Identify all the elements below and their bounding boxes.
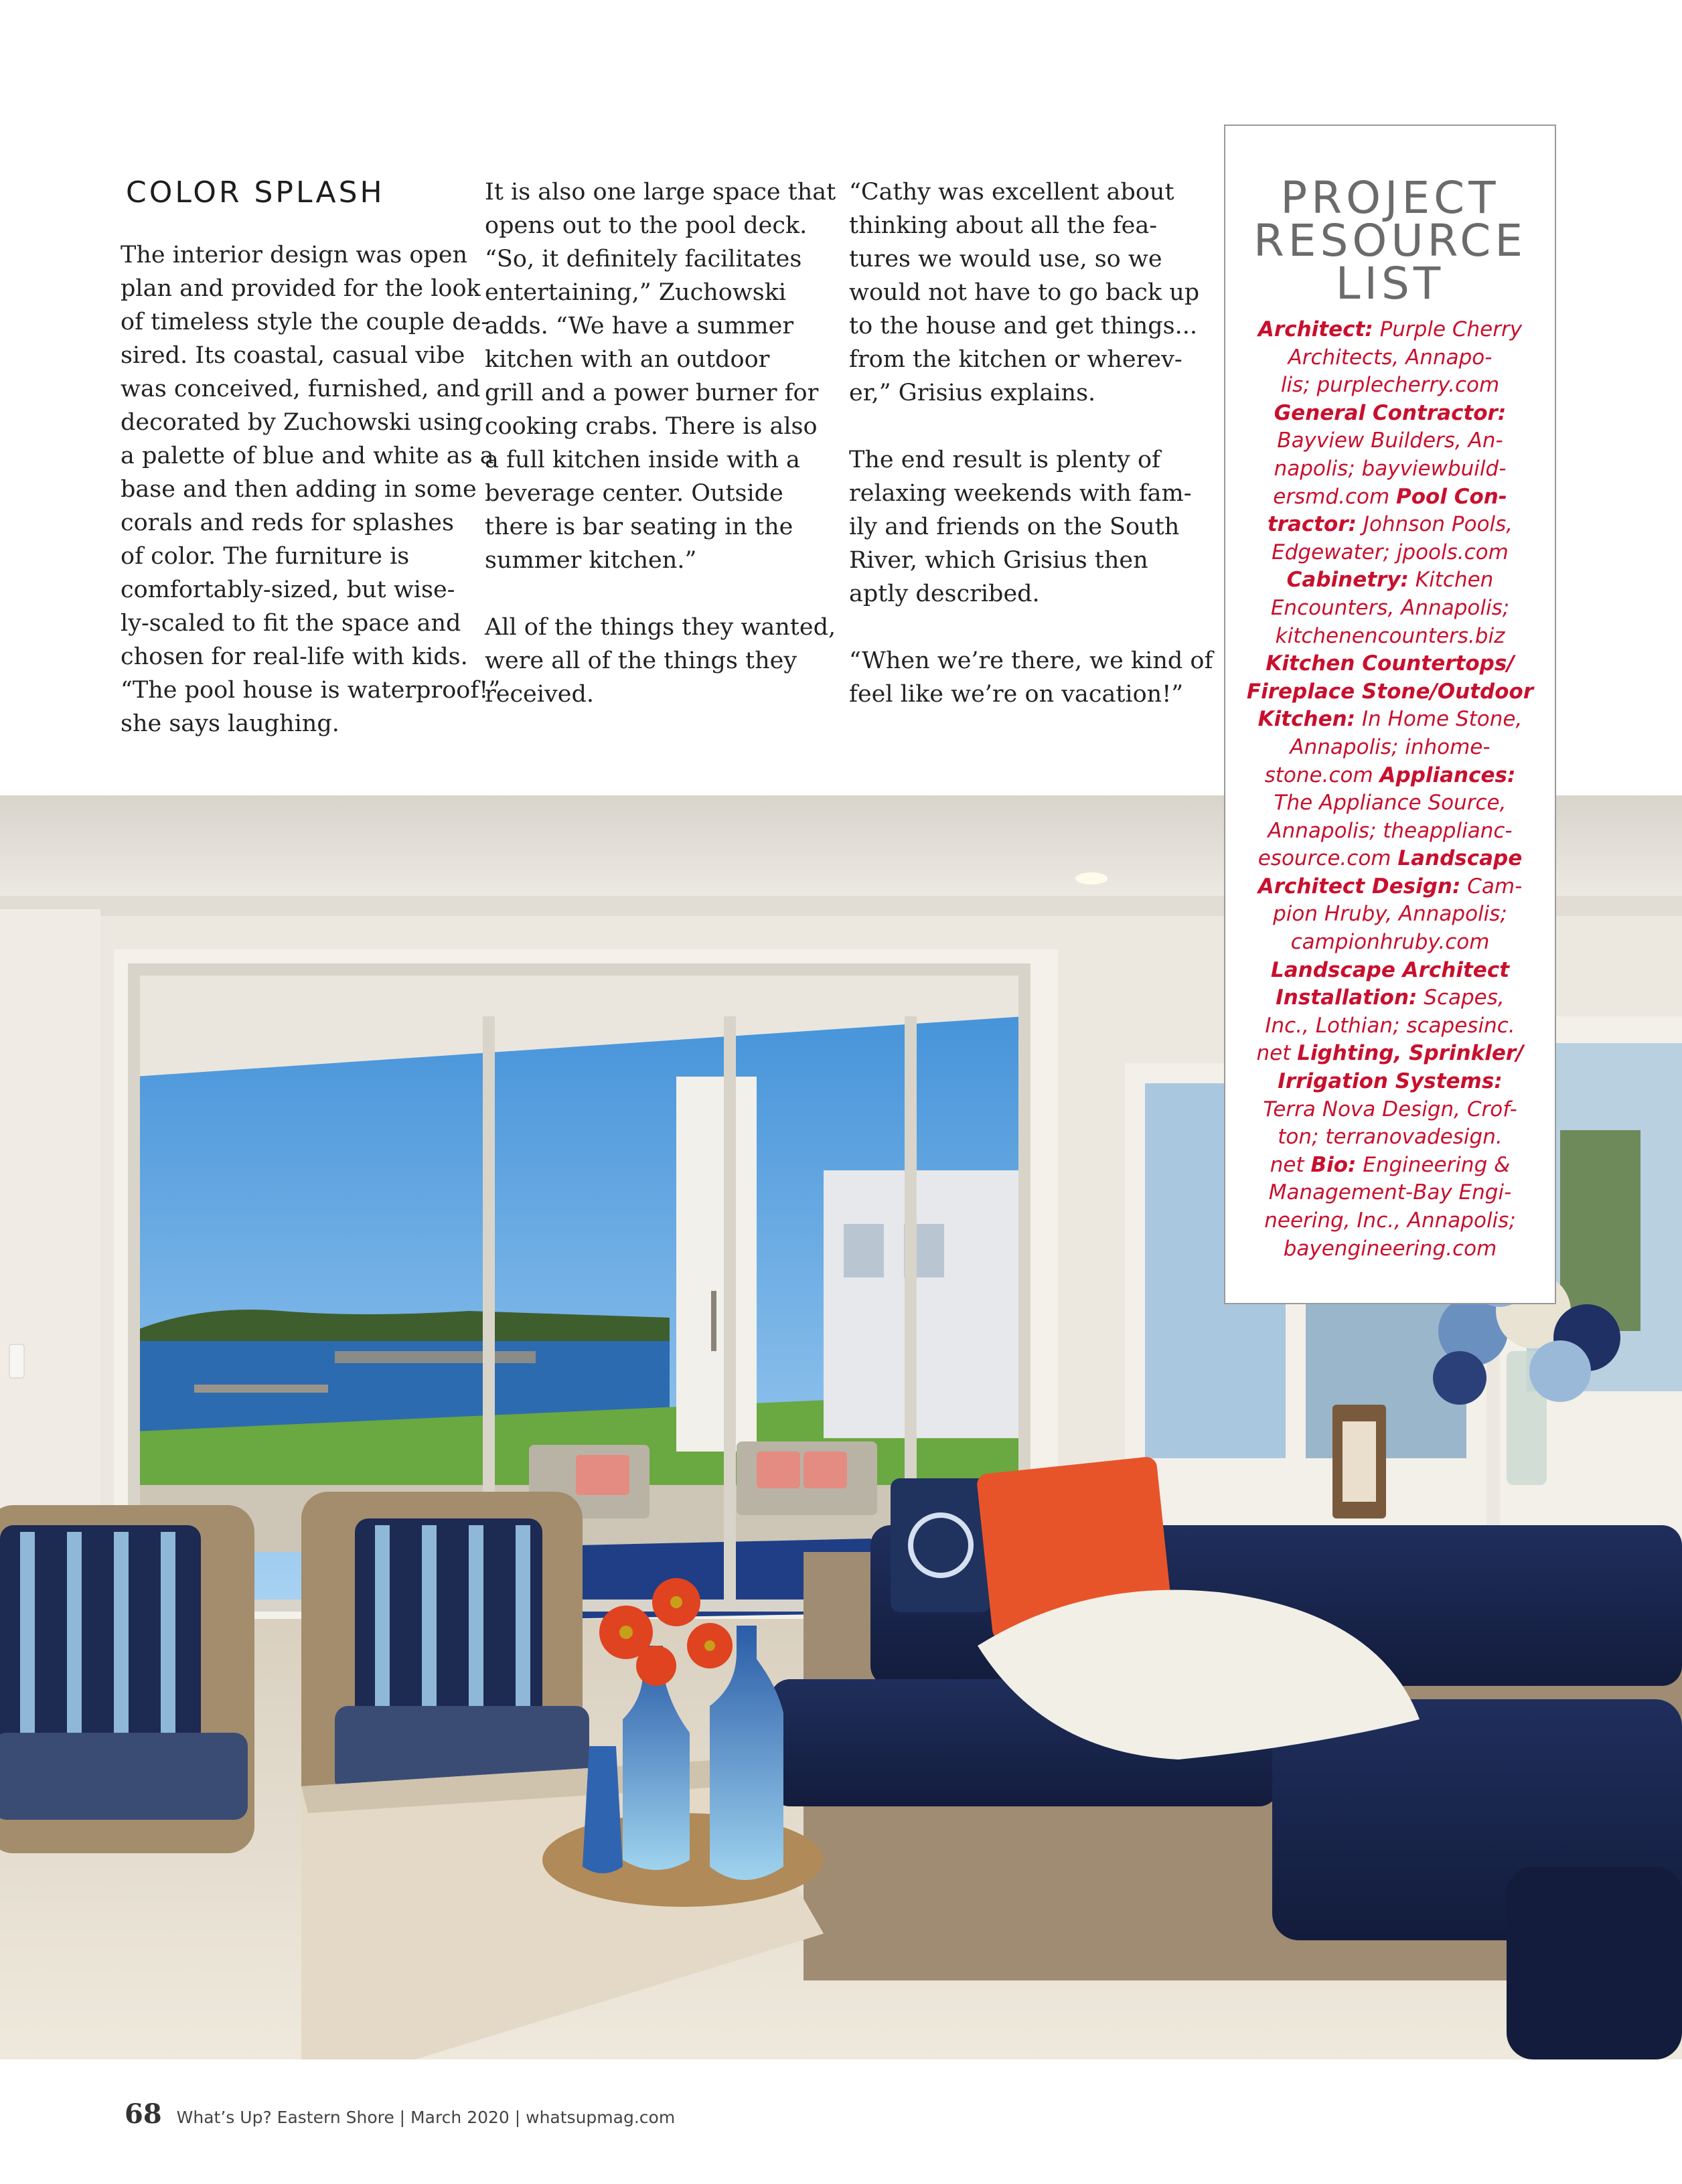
- paragraph: All of the things they wanted, were all of the things they received.: [485, 614, 836, 708]
- resource-list: Architect: Purple Cherry Architects, Annapo- lis; purplecherry.com General Contractor: Bayview Builders, An- napolis; bayviewbuild- ersmd.com Pool Con- tractor: Johnson Pools, Edgewater; jpools.com Cabinetry: Kitchen Encounters, Annapolis; kitchenencounters.biz Kitchen Countertops/ Fireplace Stone/Outdoor Kitchen: In Home Stone, Annapolis; inhome- stone.com Appliances: The Appliance Source, Annapolis; theapplianc- esource.com Landscape Architect Design: Cam- pion Hruby, Annapolis; campionhruby.com Landscape Architect Installation: Scapes, Inc., Lothian; scapesinc. net Lighting, Sprinkler/ Irrigation Systems: Terra Nova Design, Crof- ton; terranovadesign. net Bio: Engineering & Management-Bay Engi- neering, Inc., Annapolis; bayengineering.com: [1246, 317, 1534, 1261]
- text-column-1: [121, 238, 501, 740]
- text-column-3: [849, 175, 1211, 711]
- paragraph: The end result is plenty of relaxing weekends with fam- ily and friends on the South River, which Grisius then aptly described.: [849, 447, 1192, 607]
- project-resource-list: [1224, 125, 1556, 1304]
- paragraph: The interior design was open plan and provided for the look of timeless style the couple de- sired. Its coastal, casual vibe was conceived, furnished, and decorated by Zuchowski using a palette of blue and white as a base and then adding in some corals and reds for splashes of color. The furniture is comfortably-sized, but wise- ly-scaled to fit the space and chosen for real-life with kids. “The pool house is waterproof!” she says laughing.: [121, 242, 501, 737]
- page-footer: [125, 2098, 675, 2130]
- section-heading: COLOR SPLASH: [126, 175, 385, 210]
- paragraph: “When we’re there, we kind of feel like we’re on vacation!”: [849, 647, 1213, 708]
- sidebar-title: PROJECT RESOURCE LIST: [1253, 172, 1527, 309]
- footer-meta: What’s Up? Eastern Shore | March 2020 | whatsupmag.com: [176, 2108, 676, 2127]
- paragraph: “Cathy was excellent about thinking about all the fea- tures we would use, so we would not have to go back up to the house and get things... from the kitchen or wherev- er,” Grisius explains.: [849, 179, 1200, 406]
- page-number: 68: [125, 2098, 162, 2130]
- paragraph: It is also one large space that opens out to the pool deck. “So, it definitely facilitates entertaining,” Zuchowski adds. “We have a summer kitchen with an outdoor grill and a power burner for cooking crabs. There is also a full kitchen inside with a beverage center. Outside there is bar seating in the summer kitchen.”: [485, 179, 836, 574]
- text-column-2: [485, 175, 836, 711]
